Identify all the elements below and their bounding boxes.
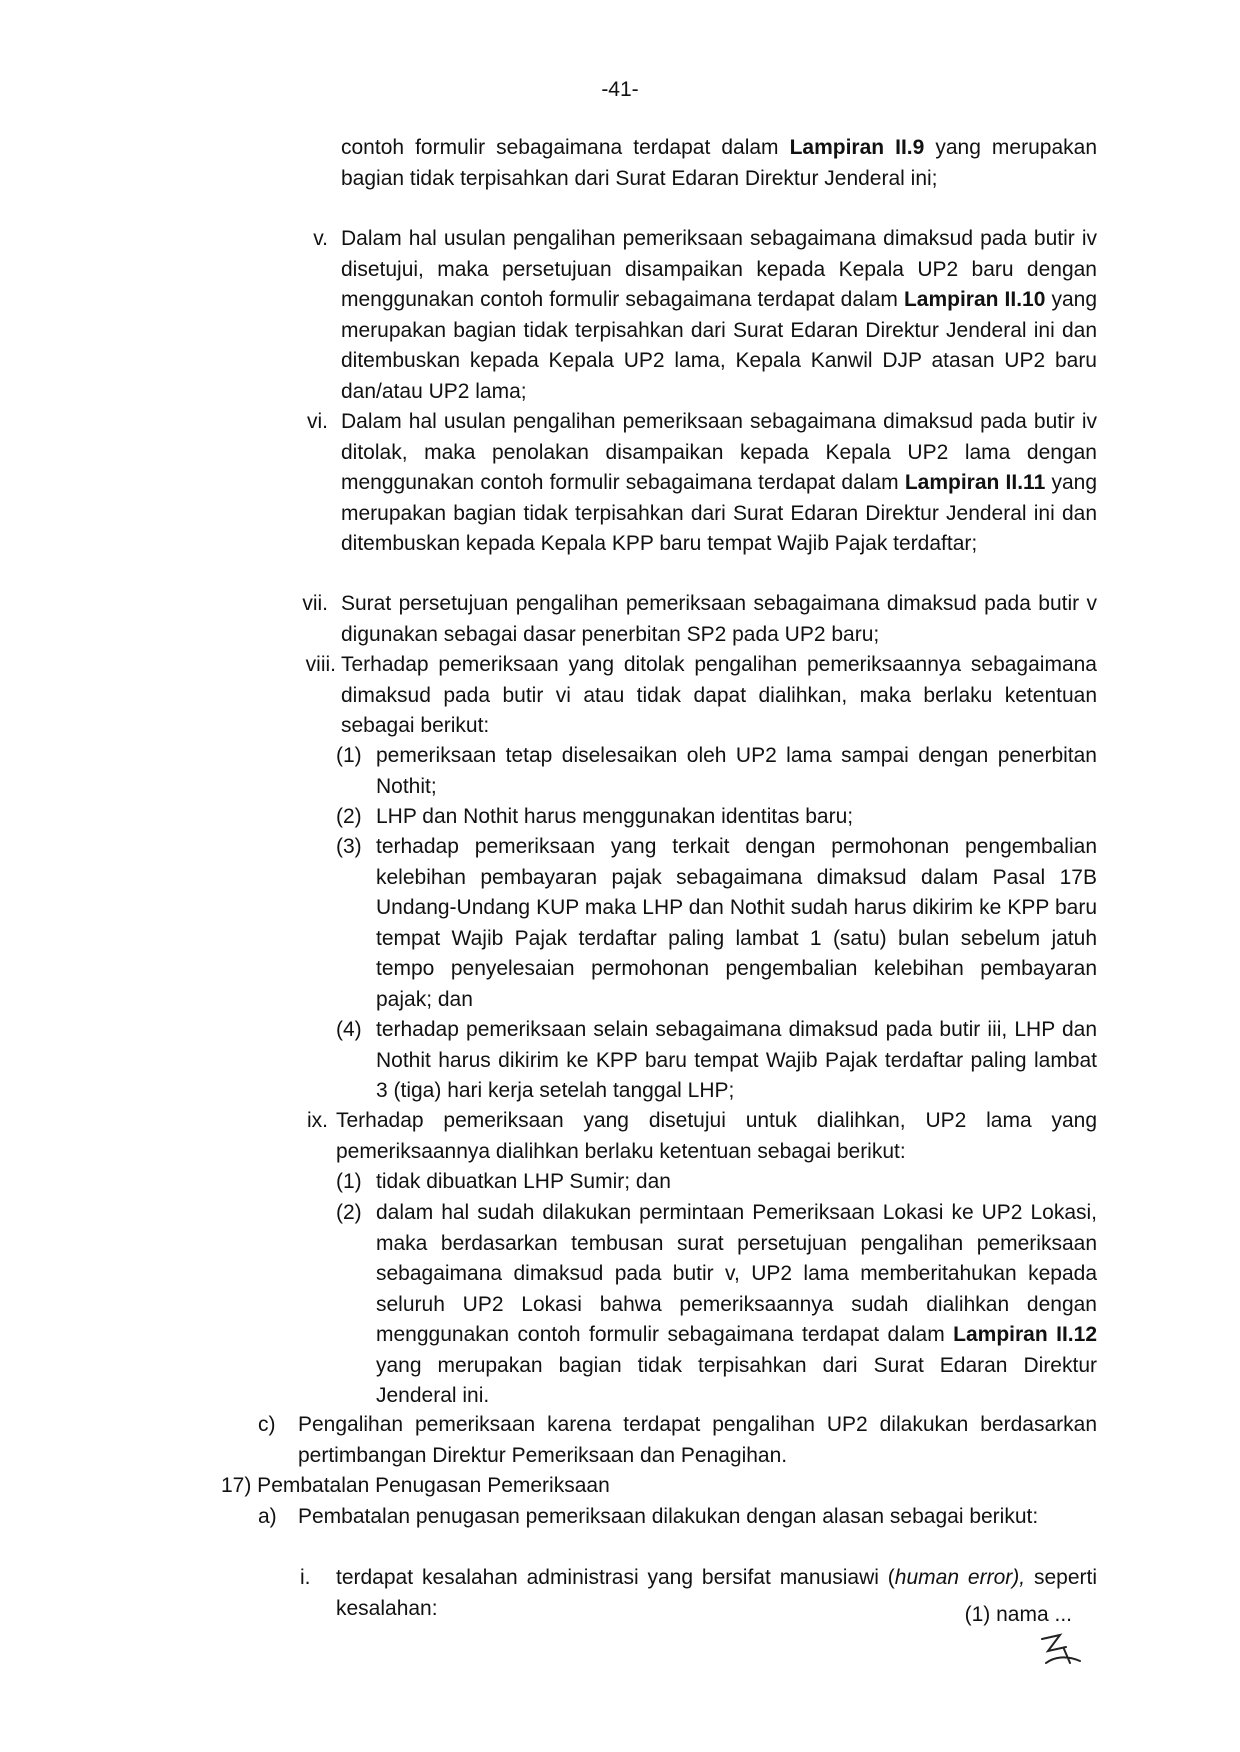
sub-item-ix-1: tidak dibuatkan LHP Sumir; dan	[376, 1170, 671, 1193]
paragraph-v: Dalam hal usulan pengalihan pemeriksaan sebagaimana dimaksud pada butir iv disetujui, maka persetujuan disampaikan kepada Kepala UP2 baru dengan menggunakan contoh formulir sebagaimana terdapat dalam Lampiran II.10 yang merupakan bagian tidak terpisahkan dari Surat Edaran Direktur Jenderal ini dan ditembuskan kepada Kepala UP2 lama, Kepala Kanwil DJP atasan UP2 baru dan/atau UP2 lama;	[341, 227, 1097, 403]
paragraph-viii: Terhadap pemeriksaan yang ditolak pengalihan pemeriksaannya sebagaimana dimaksud pada butir vi atau tidak dapat dialihkan, maka berlaku ketentuan sebagai berikut:	[341, 653, 1097, 737]
paragraph-i: terdapat kesalahan administrasi yang bersifat manusiawi (human error), seperti kesalahan:	[336, 1566, 1097, 1620]
sub-marker-ix-2: (2)	[336, 1201, 362, 1224]
paragraph-vi: Dalam hal usulan pengalihan pemeriksaan sebagaimana dimaksud pada butir iv ditolak, maka penolakan disampaikan kepada Kepala UP2 lama dengan menggunakan contoh formulir sebagaimana terdapat dalam Lampiran II.11 yang merupakan bagian tidak terpisahkan dari Surat Edaran Direktur Jenderal ini dan ditembuskan kepada Kepala KPP baru tempat Wajib Pajak terdaftar;	[341, 410, 1098, 555]
paragraph-iv-continuation: contoh formulir sebagaimana terdapat dalam Lampiran II.9 yang merupakan bagian tidak terpisahkan dari Surat Edaran Direktur Jenderal ini;	[341, 136, 1097, 190]
item-marker-vi: vi.	[307, 410, 328, 433]
sub-item-viii-3: terhadap pemeriksaan yang terkait dengan permohonan pengembalian kelebihan pembayaran pajak sebagaimana dimaksud dalam Pasal 17B Undang-Undang KUP maka LHP dan Nothit sudah harus dikirim ke KPP baru tempat Wajib Pajak terdaftar paling lambat 1 (satu) bulan sebelum jatuh tempo penyelesaian permohonan pengembalian kelebihan pembayaran pajak; dan	[376, 835, 1097, 1011]
sub-item-viii-4: terhadap pemeriksaan selain sebagaimana dimaksud pada butir iii, LHP dan Nothit harus dikirim ke KPP baru tempat Wajib Pajak terdaftar paling lambat 3 (tiga) hari kerja setelah tanggal LHP;	[376, 1018, 1097, 1102]
item-marker-a: a)	[258, 1505, 277, 1528]
paraf-initial	[1036, 1633, 1086, 1669]
item-marker-ix: ix.	[307, 1109, 328, 1132]
paragraph-a: Pembatalan penugasan pemeriksaan dilakukan dengan alasan sebagai berikut:	[298, 1505, 1039, 1528]
sub-marker-viii-2: (2)	[336, 805, 362, 828]
sub-marker-viii-1: (1)	[336, 744, 362, 767]
sub-marker-viii-3: (3)	[336, 835, 362, 858]
paragraph-vii: Surat persetujuan pengalihan pemeriksaan sebagaimana dimaksud pada butir v digunakan sebagai dasar penerbitan SP2 pada UP2 baru;	[341, 592, 1097, 646]
sub-item-ix-2: dalam hal sudah dilakukan permintaan Pemeriksaan Lokasi ke UP2 Lokasi, maka berdasarkan tembusan surat persetujuan pengalihan pemeriksaan sebagaimana dimaksud pada butir v, UP2 lama memberitahukan kepada seluruh UP2 Lokasi bahwa pemeriksaannya sudah dialihkan dengan menggunakan contoh formulir sebagaimana terdapat dalam Lampiran II.12 yang merupakan bagian tidak terpisahkan dari Surat Edaran Direktur Jenderal ini.	[376, 1201, 1097, 1407]
sub-item-viii-1: pemeriksaan tetap diselesaikan oleh UP2 lama sampai dengan penerbitan Nothit;	[376, 744, 1097, 798]
sub-marker-ix-1: (1)	[336, 1170, 362, 1193]
next-page-catchword: (1) nama ...	[964, 1603, 1072, 1626]
item-marker-i: i.	[300, 1566, 311, 1589]
item-marker-viii: viii.	[305, 653, 336, 676]
paragraph-c: Pengalihan pemeriksaan karena terdapat pengalihan UP2 dilakukan berdasarkan pertimbangan Direktur Pemeriksaan dan Penagihan.	[298, 1413, 1097, 1467]
item-marker-c: c)	[258, 1413, 276, 1436]
item-marker-v: v.	[313, 227, 328, 250]
item-marker-vii: vii.	[302, 592, 328, 615]
section-17-heading: 17) Pembatalan Penugasan Pemeriksaan	[221, 1474, 610, 1497]
page-number: -41-	[601, 78, 639, 101]
sub-item-viii-2: LHP dan Nothit harus menggunakan identitas baru;	[376, 805, 854, 828]
paragraph-ix: Terhadap pemeriksaan yang disetujui untuk dialihkan, UP2 lama yang pemeriksaannya dialihkan berlaku ketentuan sebagai berikut:	[336, 1109, 1097, 1163]
sub-marker-viii-4: (4)	[336, 1018, 362, 1041]
